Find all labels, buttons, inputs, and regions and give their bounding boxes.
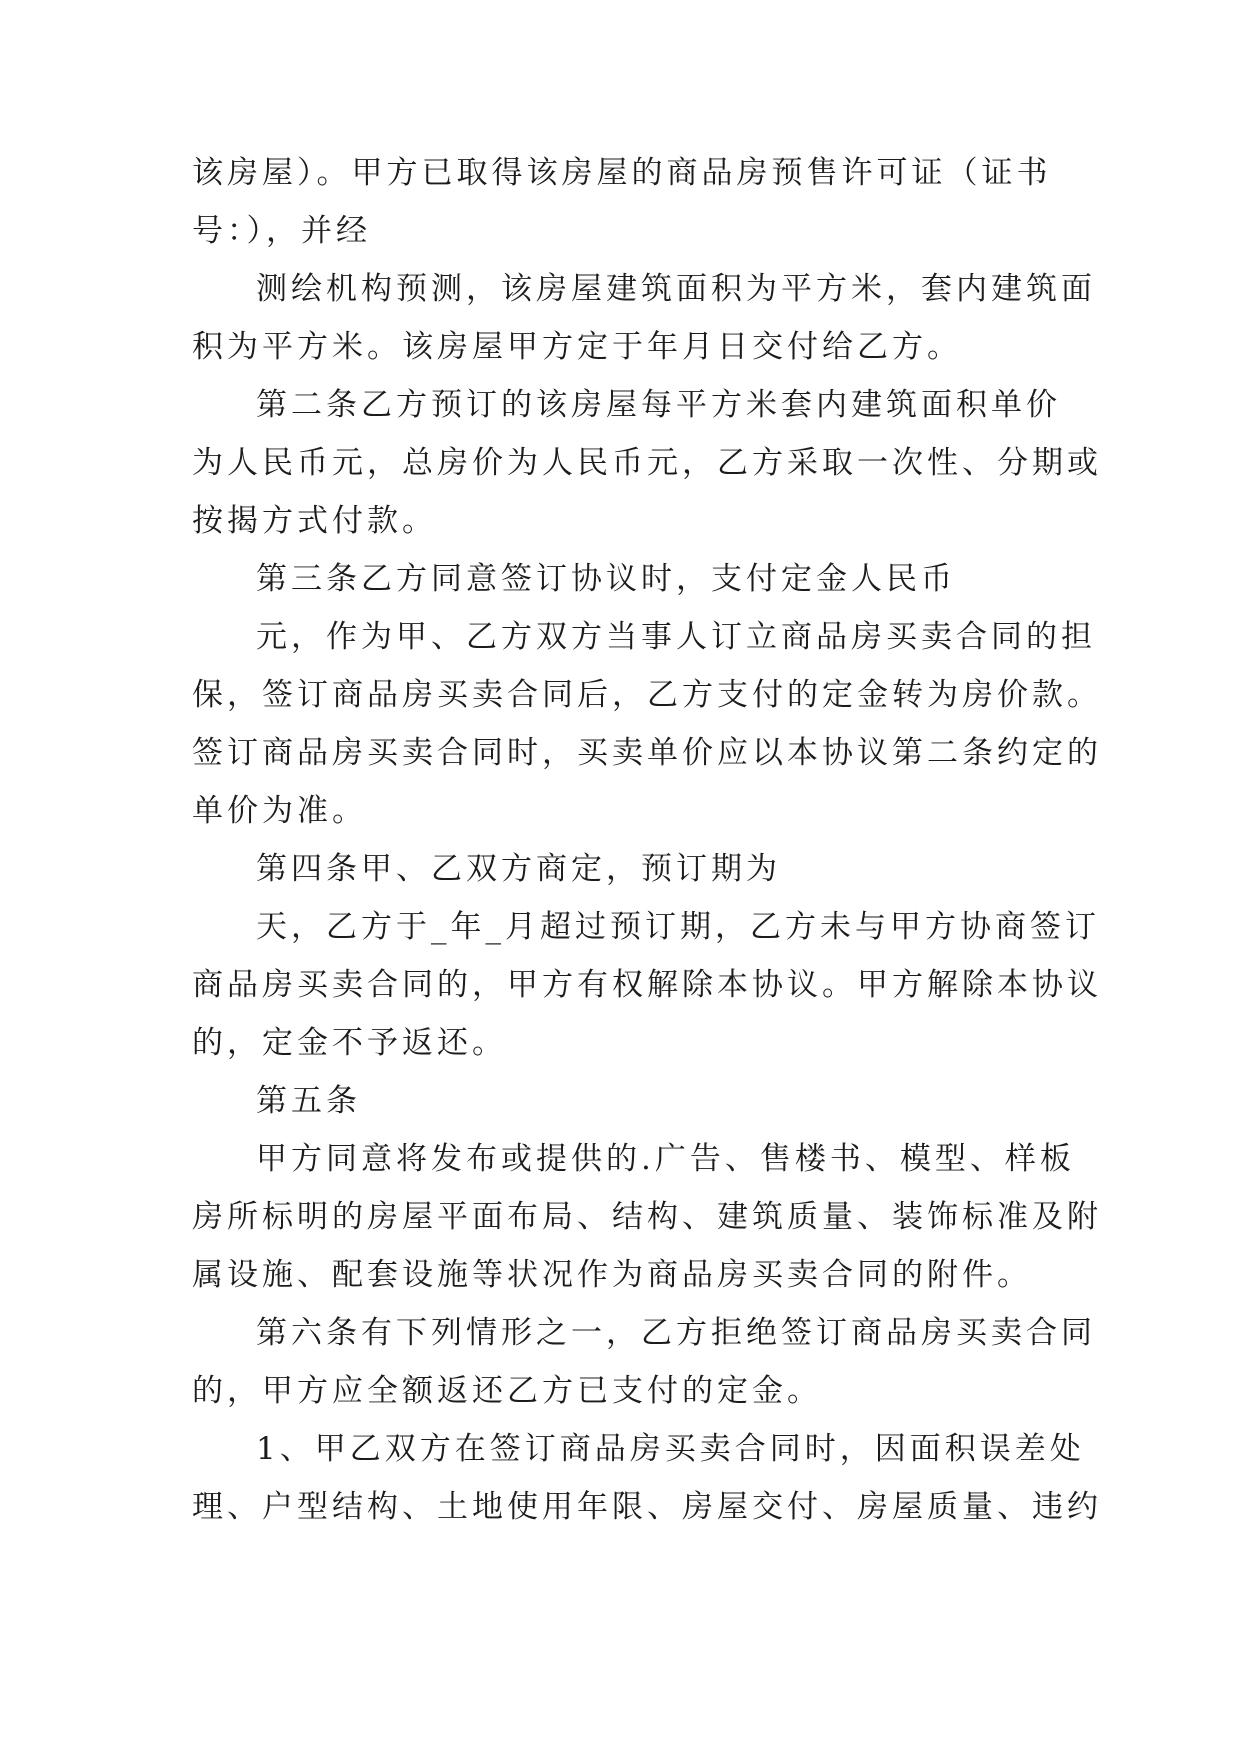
text-line: 为人民币元，总房价为人民币元，乙方采取一次性、分期或 — [192, 445, 1102, 481]
text-line: 商品房买卖合同的，甲方有权解除本协议。甲方解除本协议 — [192, 967, 1102, 1003]
text-line: 属设施、配套设施等状况作为商品房买卖合同的附件。 — [192, 1257, 1032, 1293]
contract-body-text — [192, 155, 1102, 1550]
text-line: 的，定金不予返还。 — [192, 1025, 507, 1061]
text-line: 单价为准。 — [192, 793, 367, 829]
text-line: 第六条有下列情形之一，乙方拒绝签订商品房买卖合同 — [256, 1315, 1096, 1351]
text-line: 1、甲乙双方在签订商品房买卖合同时，因面积误差处 — [256, 1431, 1085, 1467]
text-line: 元，作为甲、乙方双方当事人订立商品房买卖合同的担 — [256, 619, 1096, 655]
text-line: 甲方同意将发布或提供的.广告、售楼书、模型、样板 — [256, 1141, 1075, 1177]
text-line: 房所标明的房屋平面布局、结构、建筑质量、装饰标准及附 — [192, 1199, 1102, 1235]
text-line: 保，签订商品房买卖合同后，乙方支付的定金转为房价款。 — [192, 677, 1102, 713]
text-line: 号：），并经 — [192, 213, 371, 249]
text-line: 该房屋）。甲方已取得该房屋的商品房预售许可证（证书 — [192, 155, 1052, 191]
text-line: 的，甲方应全额返还乙方已支付的定金。 — [192, 1373, 822, 1409]
text-line: 积为平方米。该房屋甲方定于年月日交付给乙方。 — [192, 329, 962, 365]
text-line: 第二条乙方预订的该房屋每平方米套内建筑面积单价 — [256, 387, 1061, 423]
text-line: 第三条乙方同意签订协议时，支付定金人民币 — [256, 561, 956, 597]
text-line: 第四条甲、乙双方商定，预订期为 — [256, 851, 781, 887]
text-line: 天，乙方于_年_月超过预订期，乙方未与甲方协商签订 — [256, 909, 1100, 945]
text-line: 理、户型结构、土地使用年限、房屋交付、房屋质量、违约 — [192, 1489, 1102, 1525]
text-line: 测绘机构预测，该房屋建筑面积为平方米，套内建筑面 — [256, 271, 1096, 307]
text-line: 第五条 — [256, 1083, 361, 1119]
text-line: 按揭方式付款。 — [192, 503, 437, 539]
text-line: 签订商品房买卖合同时，买卖单价应以本协议第二条约定的 — [192, 735, 1102, 771]
